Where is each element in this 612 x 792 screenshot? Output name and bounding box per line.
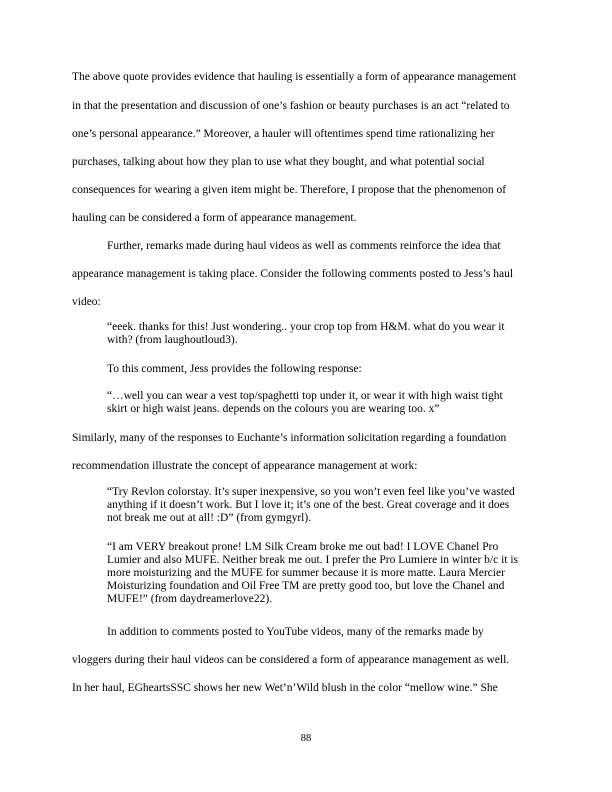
body-text-line: purchases, talking about how they plan to use what they bought, and what potential social (72, 156, 485, 168)
block-quote (107, 486, 541, 525)
quote-line: skirt or high waist jeans. depends on the colours you are wearing too. x” (107, 403, 440, 415)
body-text-line: To this comment, Jess provides the following response: (107, 363, 362, 375)
block-quote (107, 321, 541, 347)
quote-line: Moisturizing foundation and Oil Free TM are pretty good too, but love the Chanel and (107, 580, 505, 592)
quote-line: “…well you can wear a vest top/spaghetti top under it, or wear it with high waist tight (107, 390, 503, 402)
quote-line: more moisturizing and the MUFE for summer because it is more matte. Laura Mercier (107, 567, 505, 579)
body-text-line: vloggers during their haul videos can be considered a form of appearance management as well. (72, 654, 510, 666)
quote-line: “I am VERY breakout prone! LM Silk Cream broke me out bad! I LOVE Chanel Pro (107, 541, 499, 553)
body-text-line: one’s personal appearance.” Moreover, a hauler will oftentimes spend time rationalizing her (72, 128, 495, 140)
quote-line: “Try Revlon colorstay. It’s super inexpensive, so you won’t even feel like you’ve wasted (107, 486, 515, 498)
block-quote (107, 541, 541, 606)
body-text-line: recommendation illustrate the concept of appearance management at work: (72, 460, 418, 472)
body-text-line: In her haul, EGheartsSSC shows her new Wet’n’Wild blush in the color “mellow wine.” She (72, 682, 498, 694)
quote-line: “eeek. thanks for this! Just wondering.. your crop top from H&M. what do you wear it (107, 321, 505, 333)
quote-line: not break me out at all! :D” (from gymgyrl). (107, 512, 312, 524)
body-text-line: consequences for wearing a given item might be. Therefore, I propose that the phenomenon of (72, 184, 507, 196)
quote-line: with? (from laughoutloud3). (107, 334, 238, 346)
block-quote (107, 390, 541, 416)
body-text-line: Further, remarks made during haul videos as well as comments reinforce the idea that (107, 240, 501, 252)
body-text-line: in that the presentation and discussion of one’s fashion or beauty purchases is an act “related to (72, 100, 510, 112)
quote-line: MUFE!” (from daydreamerlove22). (107, 593, 273, 605)
body-text-line: The above quote provides evidence that hauling is essentially a form of appearance management (72, 71, 517, 83)
quote-line: anything if it doesn’t work. But I love it; it’s one of the best. Great coverage and it does (107, 499, 510, 511)
body-text-line: appearance management is taking place. Consider the following comments posted to Jess’s haul (72, 268, 514, 280)
body-text-line: In addition to comments posted to YouTube videos, many of the remarks made by (107, 626, 484, 638)
body-text-line: hauling can be considered a form of appearance management. (72, 212, 357, 224)
body-text-line: Similarly, many of the responses to Euchante’s information solicitation regarding a foundation (72, 432, 507, 444)
body-text-line: video: (72, 296, 101, 308)
quote-line: Lumier and also MUFE. Neither break me out. I prefer the Pro Lumiere in winter b/c it is (107, 554, 519, 566)
page-number: 88 (300, 733, 312, 744)
